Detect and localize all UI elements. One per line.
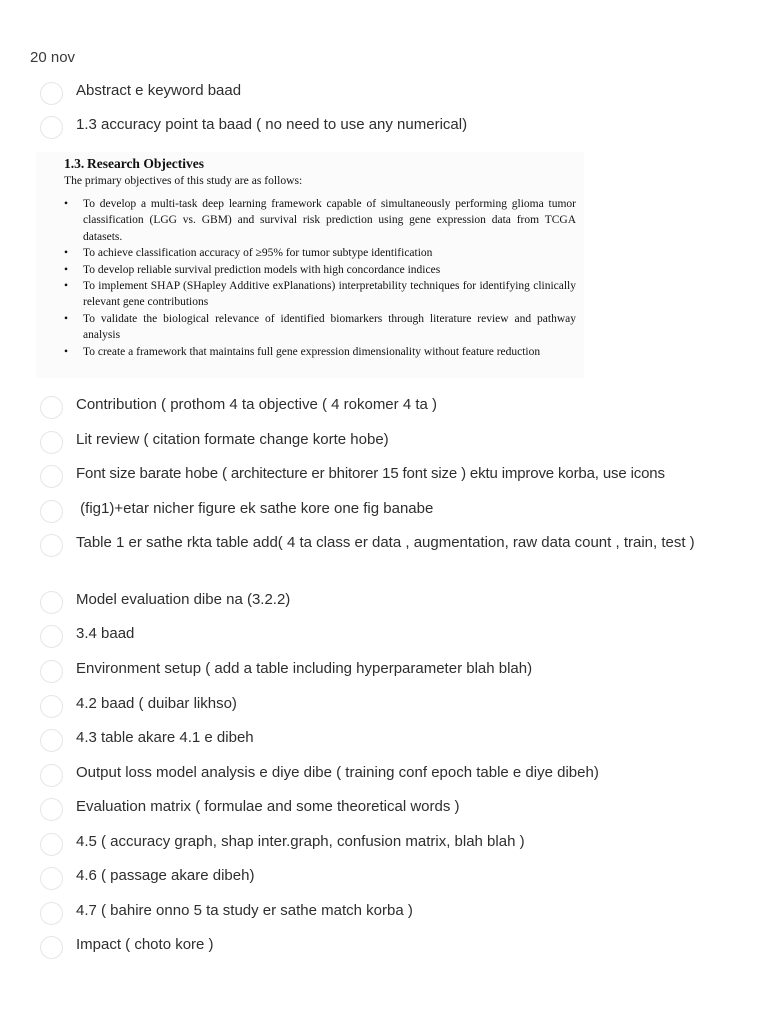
checkbox-circle[interactable]	[40, 833, 63, 856]
checklist-item-text[interactable]: Table 1 er sathe rkta table add( 4 ta class er data , augmentation, raw data count , train, test )	[76, 534, 695, 551]
checkbox-circle[interactable]	[40, 764, 63, 787]
checkbox-circle[interactable]	[40, 396, 63, 419]
checklist-item-text[interactable]: Contribution ( prothom 4 ta objective ( 4 rokomer 4 ta )	[76, 396, 437, 413]
checkbox-circle[interactable]	[40, 660, 63, 683]
checkbox-circle[interactable]	[40, 729, 63, 752]
checklist-item-text[interactable]: Evaluation matrix ( formulae and some theoretical words )	[76, 798, 460, 815]
checkbox-circle[interactable]	[40, 534, 63, 557]
checkbox-circle[interactable]	[40, 867, 63, 890]
note-date: 20 nov	[30, 49, 76, 66]
checklist-item-text[interactable]: 4.3 table akare 4.1 e dibeh	[76, 729, 254, 746]
embedded-document-image[interactable]	[36, 152, 584, 378]
checkbox-circle[interactable]	[40, 695, 63, 718]
checkbox-circle[interactable]	[40, 902, 63, 925]
checklist-item-text[interactable]: Font size barate hobe ( architecture er bhitorer 15 font size ) ektu improve korba, use icons	[76, 465, 665, 482]
checklist-item-text[interactable]: 1.3 accuracy point ta baad ( no need to use any numerical)	[76, 116, 468, 133]
checkbox-circle[interactable]	[40, 798, 63, 821]
checklist-item-text[interactable]: Environment setup ( add a table including hyperparameter blah blah)	[76, 660, 533, 677]
checklist-item-text[interactable]: 4.5 ( accuracy graph, shap inter.graph, confusion matrix, blah blah )	[76, 833, 525, 850]
checklist-item-text[interactable]: 4.6 ( passage akare dibeh)	[76, 867, 255, 884]
document-heading: 1.3. Research Objectives	[64, 156, 205, 171]
checklist-item-text[interactable]: (fig1)+etar nicher figure ek sathe kore one fig banabe	[76, 500, 434, 517]
checkbox-circle[interactable]	[40, 936, 63, 959]
checklist-item-text[interactable]: 4.7 ( bahire onno 5 ta study er sathe match korba )	[76, 902, 413, 919]
checklist-item-text[interactable]: Abstract e keyword baad	[76, 82, 242, 99]
checkbox-circle[interactable]	[40, 431, 63, 454]
checkbox-circle[interactable]	[40, 625, 63, 648]
document-bullet: • To validate the biological relevance of identified biomarkers through literature review and pathway analysis	[64, 311, 576, 344]
checklist-item-text[interactable]: 3.4 baad	[76, 625, 135, 642]
checkbox-circle[interactable]	[40, 82, 63, 105]
document-bullet: • To develop a multi-task deep learning framework capable of simultaneously performing glioma tumor classification (LGG vs. GBM) and survival risk prediction using gene expression data from TCGA datasets.	[64, 196, 576, 245]
document-bullet: • To achieve classification accuracy of ≥95% for tumor subtype identification	[64, 245, 576, 261]
document-bullet-list	[64, 196, 576, 360]
checklist-item-text[interactable]: 4.2 baad ( duibar likhso)	[76, 695, 237, 712]
checklist-item-text[interactable]: Impact ( choto kore )	[76, 936, 214, 953]
document-bullet: • To create a framework that maintains full gene expression dimensionality without feature reduction	[64, 344, 576, 360]
checkbox-circle[interactable]	[40, 591, 63, 614]
checkbox-circle[interactable]	[40, 465, 63, 488]
checkbox-circle[interactable]	[40, 500, 63, 523]
document-intro: The primary objectives of this study are as follows:	[64, 174, 303, 187]
checklist-item-text[interactable]: Lit review ( citation formate change korte hobe)	[76, 431, 389, 448]
checklist-item-text[interactable]: Model evaluation dibe na (3.2.2)	[76, 591, 291, 608]
checklist-item-text[interactable]: Output loss model analysis e diye dibe ( training conf epoch table e diye dibeh)	[76, 764, 599, 781]
checkbox-circle[interactable]	[40, 116, 63, 139]
document-bullet: • To develop reliable survival prediction models with high concordance indices	[64, 262, 576, 278]
document-bullet: • To implement SHAP (SHapley Additive exPlanations) interpretability techniques for identifying clinically relevant gene contributions	[64, 278, 576, 311]
